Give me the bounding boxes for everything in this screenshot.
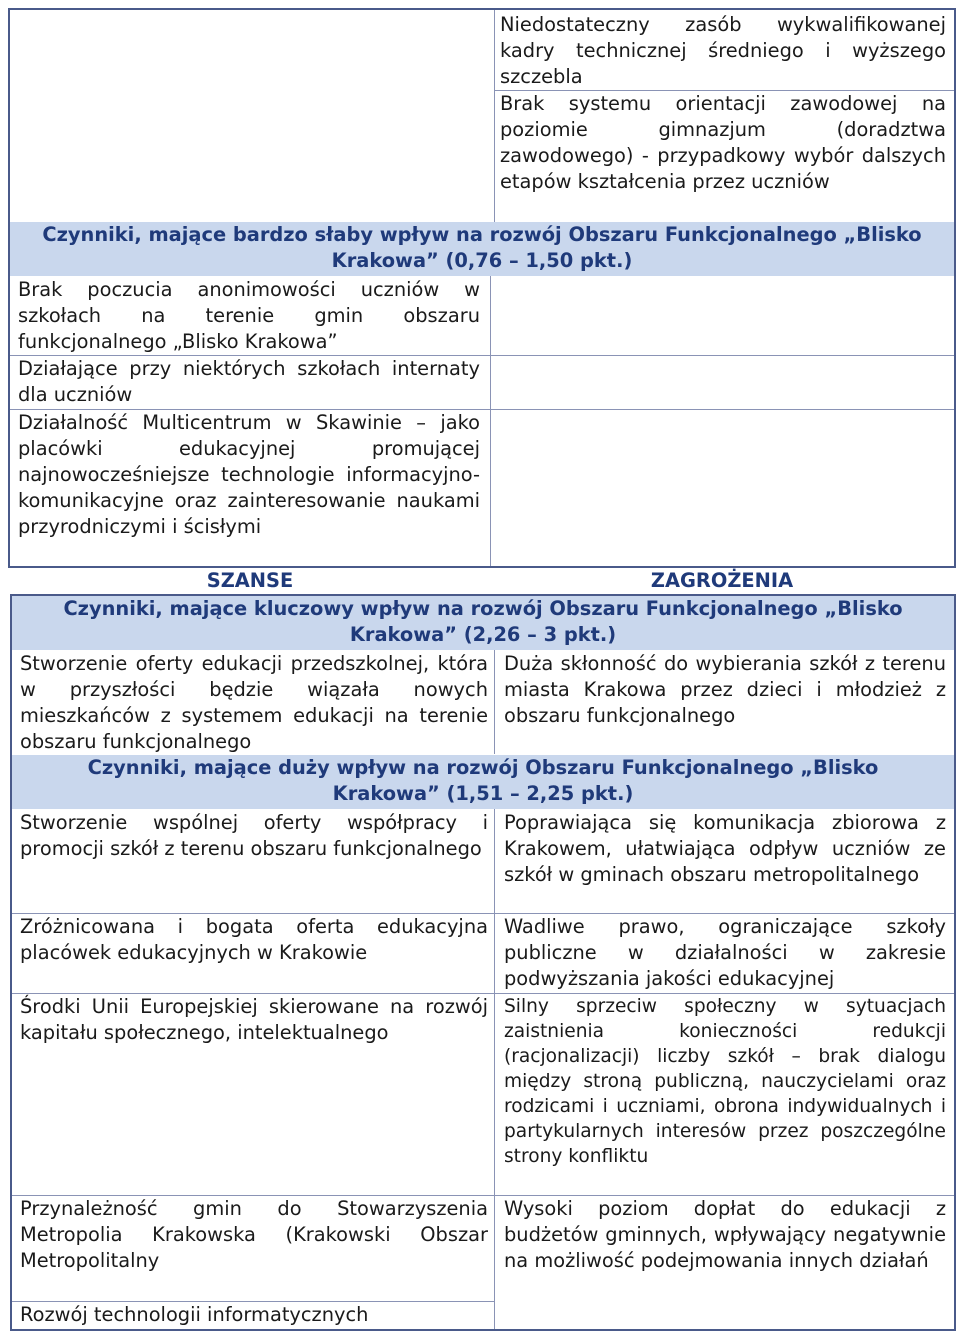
opportunity-key-1: Stworzenie oferty edukacji przedszkolnej, która w przyszłości będzie wiązała nowych mieszkańców z systemem edukacji na terenie obszaru funkcjonalnego <box>20 652 488 753</box>
weakness-item-1: Niedostateczny zasób wykwalifikowanej kadry technicznej średniego i wyższego szczebla <box>500 13 946 88</box>
key-impact-header: Czynniki, mające kluczowy wpływ na rozwój Obszaru Funkcjonalnego „Blisko Krakowa” (2,26 – 3 pkt.) <box>12 596 954 650</box>
strength-item-3: Działalność Multicentrum w Skawinie – jako placówki edukacyjnej promującej najnowocześniejsze technologie informacyjno-komunikacyjne oraz zainteresowanie naukami przyrodniczymi i ścisłymi <box>18 411 480 538</box>
opportunity-large-5: Rozwój technologii informatycznych <box>20 1303 369 1326</box>
threat-large-3: Silny sprzeciw społeczny w sytuacjach zaistnienia konieczności redukcji (racjonalizacji) liczby szkół – brak dialogu między stroną publiczną, nauczycielami oraz rodzicami i uczniami, obrona indywidualnych i partykularnych interesów przez poszczególne strony konfliktu <box>504 996 946 1167</box>
large-impact-header: Czynniki, mające duży wpływ na rozwój Obszaru Funkcjonalnego „Blisko Krakowa” (1,51 – 2,25 pkt.) <box>12 755 954 809</box>
opportunity-large-2: Zróżnicowana i bogata oferta edukacyjna placówek edukacyjnych w Krakowie <box>20 915 488 964</box>
column-header-opportunities: SZANSE <box>206 569 294 592</box>
very-weak-impact-header: Czynniki, mające bardzo słaby wpływ na rozwój Obszaru Funkcjonalnego „Blisko Krakowa” (0,76 – 1,50 pkt.) <box>10 222 954 276</box>
strength-item-2: Działające przy niektórych szkołach internaty dla uczniów <box>18 357 480 406</box>
strength-item-1: Brak poczucia anonimowości uczniów w szkołach na terenie gmin obszaru funkcjonalnego „Blisko Krakowa” <box>18 278 480 353</box>
opportunity-large-4: Przynależność gmin do Stowarzyszenia Metropolia Krakowska (Krakowski Obszar Metropolitalny <box>20 1197 488 1272</box>
threat-large-1: Poprawiająca się komunikacja zbiorowa z Krakowem, ułatwiająca odpływ uczniów ze szkół w gminach obszaru metropolitalnego <box>504 811 946 886</box>
opportunity-large-3: Środki Unii Europejskiej skierowane na rozwój kapitału społecznego, intelektualnego <box>20 995 488 1044</box>
column-header-threats: ZAGROŻENIA <box>650 569 794 592</box>
weakness-item-2: Brak systemu orientacji zawodowej na poziomie gimnazjum (doradztwa zawodowego) - przypadkowy wybór dalszych etapów kształcenia przez uczniów <box>500 92 946 193</box>
threat-large-5 <box>500 1302 950 1329</box>
threat-key-1: Duża skłonność do wybierania szkół z terenu miasta Krakowa przez dzieci i młodzież z obszaru funkcjonalnego <box>504 652 946 727</box>
threat-large-2: Wadliwe prawo, ograniczające szkoły publiczne w działalności w zakresie podwyższania jakości edukacyjnej <box>504 915 946 990</box>
opportunity-large-1: Stworzenie wspólnej oferty współpracy i promocji szkół z terenu obszaru funkcjonalnego <box>20 811 488 860</box>
threat-large-4: Wysoki poziom dopłat do edukacji z budżetów gminnych, wpływający negatywnie na możliwość podejmowania innych działań <box>504 1197 946 1272</box>
